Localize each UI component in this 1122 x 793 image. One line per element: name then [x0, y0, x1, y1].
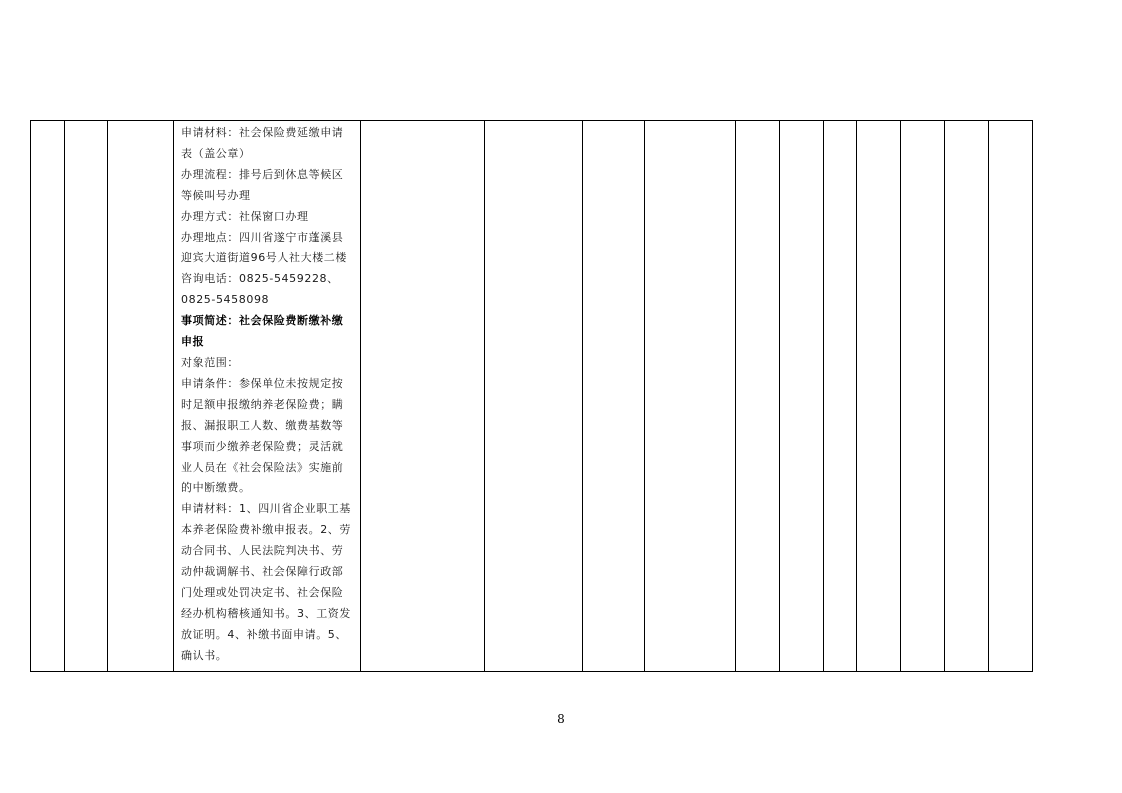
empty-cell-10 — [780, 121, 824, 672]
table-row — [31, 121, 1033, 672]
text-line: 办理流程：排号后到休息等候区 — [181, 167, 344, 181]
empty-cell-13 — [901, 121, 945, 672]
text-line: 确认书。 — [181, 648, 228, 662]
empty-cell-1 — [31, 121, 65, 672]
text-line: 时足额申报缴纳养老保险费；瞒 — [181, 397, 344, 411]
text-line: 办理地点：四川省遂宁市蓬溪县 — [181, 230, 344, 244]
text-line: 的中断缴费。 — [181, 481, 251, 495]
empty-cell-5 — [361, 121, 485, 672]
text-line: 申请材料：1、四川省企业职工基 — [181, 502, 351, 516]
service-items-table — [30, 120, 1033, 672]
bold-text-line: 事项简述：社会保险费断缴补缴 — [181, 314, 344, 328]
empty-cell-6 — [485, 121, 583, 672]
empty-cell-14 — [945, 121, 989, 672]
text-line: 办理方式：社保窗口办理 — [181, 209, 309, 223]
text-line: 动仲裁调解书、社会保障行政部 — [181, 565, 344, 579]
empty-cell-2 — [65, 121, 108, 672]
text-line: 门处理或处罚决定书、社会保险 — [181, 585, 344, 599]
text-line: 放证明。4、补缴书面申请。5、 — [181, 627, 347, 641]
text-line: 对象范围： — [181, 355, 239, 369]
text-line: 申请材料：社会保险费延缴申请 — [181, 126, 344, 139]
text-line: 迎宾大道街道96号人社大楼二楼 — [181, 251, 347, 265]
empty-cell-3 — [108, 121, 174, 672]
service-description-cell — [174, 121, 361, 672]
text-line: 申请条件：参保单位未按规定按 — [181, 376, 344, 390]
empty-cell-9 — [736, 121, 780, 672]
text-line: 本养老保险费补缴申报表。2、劳 — [181, 523, 351, 537]
text-line: 事项而少缴养老保险费；灵活就 — [181, 439, 344, 453]
text-line: 咨询电话：0825-5459228、 — [181, 272, 339, 286]
empty-cell-15 — [989, 121, 1033, 672]
empty-cell-7 — [583, 121, 645, 672]
text-line: 表（盖公章） — [181, 146, 251, 160]
bold-text-line: 申报 — [181, 335, 205, 349]
text-line: 业人员在《社会保险法》实施前 — [181, 460, 344, 474]
service-description-lines — [181, 123, 354, 667]
page-number: 8 — [557, 712, 565, 726]
text-line: 等候叫号办理 — [181, 188, 251, 202]
empty-cell-8 — [645, 121, 736, 672]
text-line: 动合同书、人民法院判决书、劳 — [181, 544, 344, 558]
empty-cell-11 — [824, 121, 857, 672]
empty-cell-12 — [857, 121, 901, 672]
text-line: 0825-5458098 — [181, 293, 270, 307]
text-line: 报、漏报职工人数、缴费基数等 — [181, 418, 344, 432]
text-line: 经办机构稽核通知书。3、工资发 — [181, 606, 351, 620]
